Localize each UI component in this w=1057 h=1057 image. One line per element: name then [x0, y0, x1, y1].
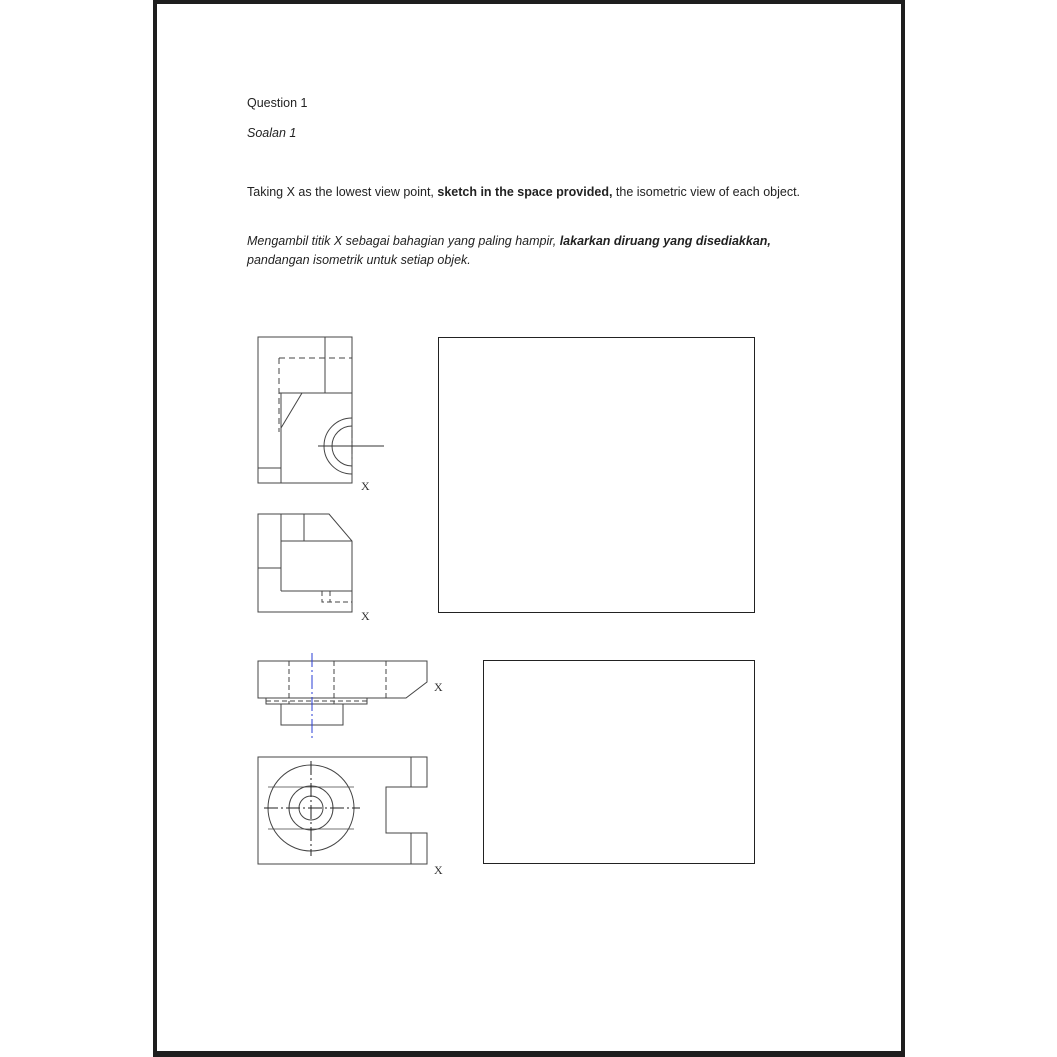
question-number-malay: Soalan 1: [247, 126, 297, 140]
instruction-english-bold: sketch in the space provided,: [437, 185, 613, 199]
instruction-malay-post: pandangan isometrik untuk setiap objek.: [247, 253, 471, 267]
instruction-english-pre: Taking X as the lowest view point,: [247, 185, 438, 199]
view-point-label: X: [361, 479, 370, 493]
question-number: Question 1: [247, 96, 308, 110]
object-2-top-view: [258, 757, 427, 864]
view-point-label: X: [434, 680, 443, 694]
view-point-label: X: [434, 863, 443, 877]
instruction-malay-bold: lakarkan diruang yang disediakkan,: [559, 234, 771, 248]
view-point-label: X: [361, 609, 370, 623]
instruction-malay-pre: Mengambil titik X sebagai bahagian yang paling hampir,: [247, 234, 560, 248]
instruction-english-post: the isometric view of each object.: [612, 185, 801, 199]
sketch-answer-box-2[interactable]: [483, 660, 755, 864]
object-1-front-view: [258, 337, 384, 483]
object-1-top-view: [258, 514, 352, 612]
object-2-front-view: [258, 653, 427, 740]
sketch-answer-box-1[interactable]: [438, 337, 755, 613]
